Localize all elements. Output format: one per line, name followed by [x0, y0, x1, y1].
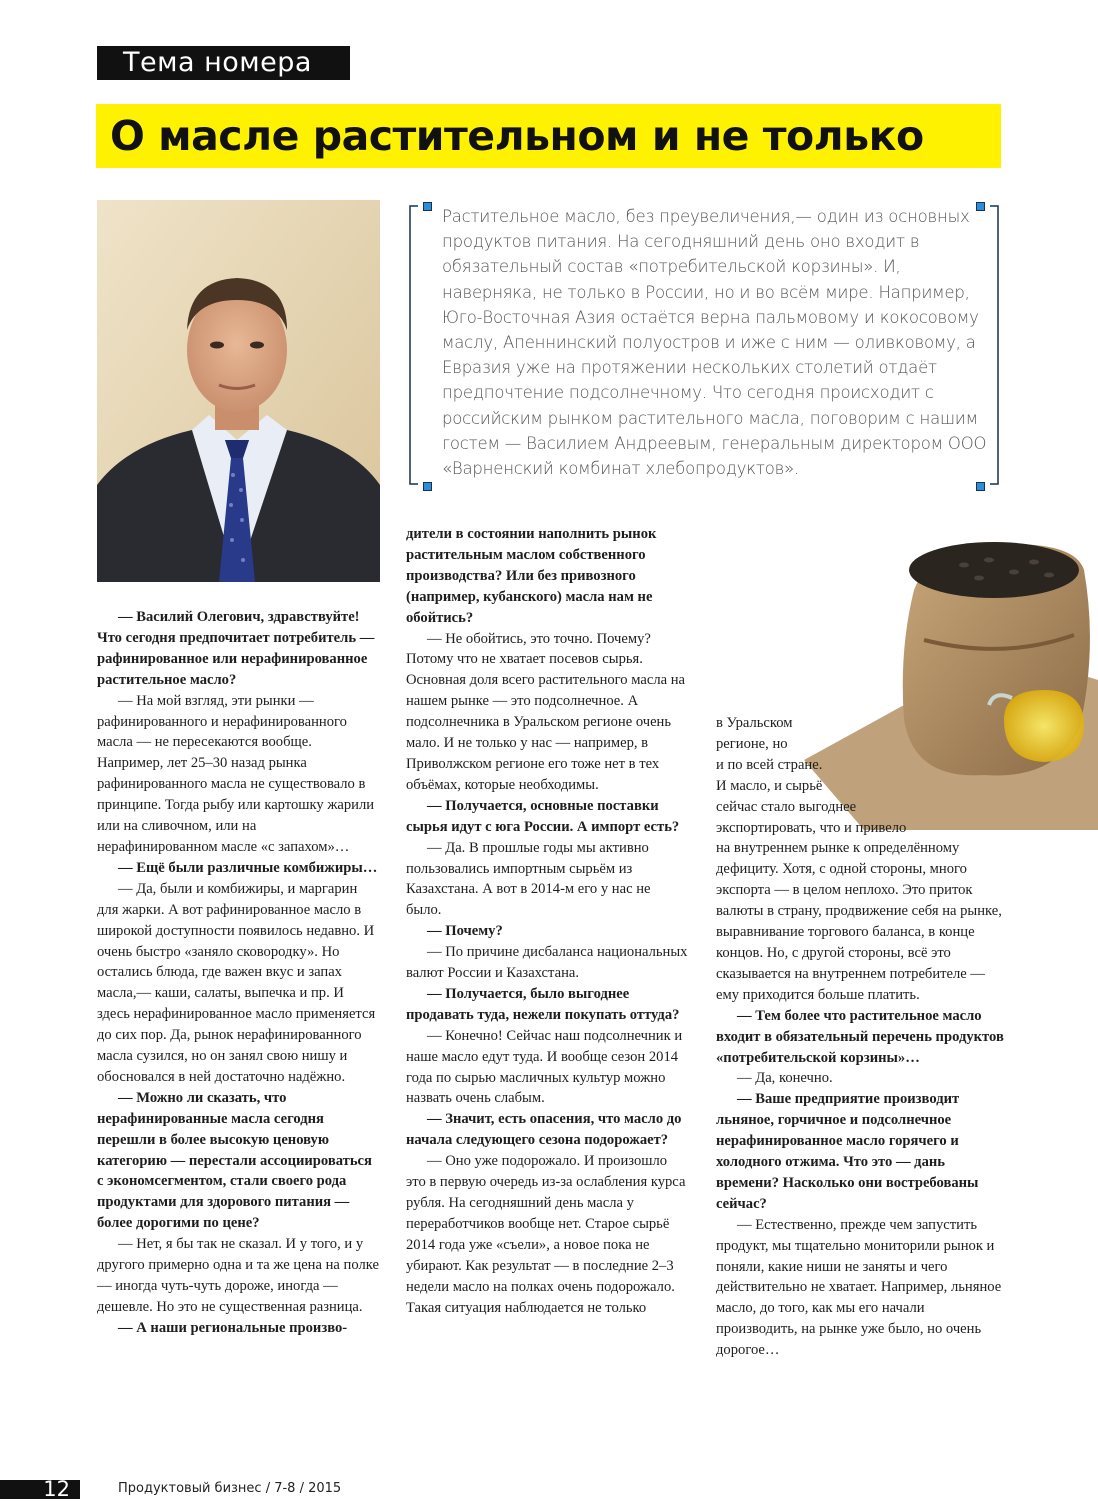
column-3	[716, 713, 1006, 1361]
section-label: Тема номера	[97, 46, 350, 80]
answer-paragraph: — Оно уже подорожало. И произошло это в первую очередь из-за ослабления курса рубля. На сегодняшний день масла у переработчиков вообще нет. Старое сырьё 2014 года уже «съели», а новое пока не убирают. Как результат — в последние 2–3 недели масло на полках очень подорожало. Такая ситуация наблюдается не только	[406, 1153, 686, 1316]
answer-paragraph: — По причине дисбаланса национальных валют России и Казахстана.	[406, 944, 688, 982]
question-paragraph: дители в состоянии наполнить рынок растительным маслом собственного производства? Или без привозного (например, кубанского) масла нам не обойтись?	[406, 526, 657, 626]
question-paragraph: — Получается, было выгоднее продавать туда, нежели покупать оттуда?	[406, 985, 680, 1023]
text-line: регионе, но	[716, 735, 788, 752]
answer-paragraph: — На мой взгляд, эти рынки — рафинированного и нерафинированного масла — не пересекаются вообще. Например, лет 25–30 назад рынка рафинированного масла не существовало в принципе. Тогда рыбу или картошку жарили или на сливочном, или на нерафинированном масле «с запахом»…	[97, 692, 375, 855]
question-paragraph: — Можно ли сказать, что нерафинированные масла сегодня перешли в более высокую ценовую категорию — перестали ассоциироваться с экономсегментом, стали своего рода продуктами для здорового питания — более дорогими по цене?	[97, 1089, 372, 1232]
answer-paragraph: на внутреннем рынке к определённому дефициту. Хотя, с одной стороны, много экспорта — в целом неплохо. Это приток валюты в страну, продвижение себя на рынке, выравнивание торгового баланса, в конце концов. Но, с другой стороны, всё это сказывается на внутреннем потребителе — ему приходится больше платить.	[716, 840, 1002, 1003]
page-number: 12	[0, 1480, 80, 1499]
question-paragraph: — Получается, основные поставки сырья идут с юга России. А импорт есть?	[406, 797, 680, 835]
answer-paragraph: — Конечно! Сейчас наш подсолнечник и наше масло едут туда. И вообще сезон 2014 года по сырью масличных культур можно назвать очень слабым.	[406, 1027, 683, 1107]
column-1	[97, 607, 379, 1339]
column-2	[406, 524, 689, 1318]
question-paragraph: — Ваше предприятие производит льняное, горчичное и подсолнечное нерафинированное масло горячего и холодного отжима. Что это — дань времени? Насколько они востребованы сейчас?	[716, 1091, 979, 1212]
text-line: И масло, и сырьё	[716, 777, 823, 794]
question-paragraph: — А наши региональные произво-	[118, 1319, 348, 1336]
intro-box	[408, 200, 1000, 490]
answer-paragraph: — Да, были и комбижиры, и маргарин для жарки. А вот рафинированное масло в широкой доступности появилось недавно. И очень быстро «заняло сковородку». Но остались блюда, где важен вкус и запах масла,— каши, салаты, выпечка и пр. И здесь нерафинированное масло применяется до сих пор. Да, рынок нерафинированного масла сузился, но он занял свою нишу и обосновался в ней достаточно надёжно.	[97, 880, 376, 1085]
corner-marker	[423, 482, 432, 491]
text-line: экспортировать, что и привело	[716, 819, 907, 836]
question-paragraph: — Ещё были различные комбижиры…	[118, 859, 378, 876]
question-paragraph: — Почему?	[427, 923, 503, 940]
answer-paragraph: — Естественно, прежде чем запустить продукт, мы тщательно мониторили рынок и поняли, какие ниши не заняты и чего действительно не хватает. Например, льняное масло, до того, как мы его начали производить, на рынке уже было, но очень дорогое…	[716, 1216, 1002, 1359]
text-line: в Уральском	[716, 715, 793, 731]
footer-publication: Продуктовый бизнес / 7-8 / 2015	[118, 1481, 342, 1496]
text-line: и по всей стране.	[716, 756, 823, 773]
answer-paragraph: — Нет, я бы так не сказал. И у того, и у другого примерно одна и та же цена на полке — иногда чуть-чуть дороже, иногда — дешевле. Но это не существенная разница.	[97, 1236, 379, 1315]
corner-marker	[976, 482, 985, 491]
corner-marker	[423, 202, 432, 211]
answer-paragraph: — Да. В прошлые годы мы активно пользовались импортным сырьём из Казахстана. А вот в 2014-м его у нас не было.	[406, 839, 651, 919]
question-paragraph: — Значит, есть опасения, что масло до начала следующего сезона подорожает?	[406, 1111, 682, 1149]
text-line: сейчас стало выгоднее	[716, 798, 857, 815]
article-headline: О масле растительном и не только	[96, 104, 1001, 168]
question-paragraph: — Тем более что растительное масло входит в обязательный перечень продуктов «потребительской корзины»…	[716, 1007, 1004, 1066]
answer-paragraph: — Да, конечно.	[737, 1070, 833, 1087]
intro-text: Растительное масло, без преувеличения,— один из основных продуктов питания. На сегодняшний день оно входит в обязательный состав «потребительской корзины». И, наверняка, не только в России, но и во всём мире. Например, Юго-Восточная Азия остаётся верна пальмовому и кокосовому маслу, Апеннинский полуостров и иже с ним — оливковому, а Евразия уже на протяжении нескольких столетий отдаёт предпочтение подсолнечному. Что сегодня происходит с российским рынком растительного масла, поговорим с нашим гостем — Василием Андреевым, генеральным директором ООО «Варненский комбинат хлебопродуктов».	[442, 207, 987, 479]
answer-paragraph: — Не обойтись, это точно. Почему? Потому что не хватает посевов сырья. Основная доля всего растительного масла на нашем рынке — это подсолнечное. А подсолнечника в Уральском регионе очень мало. И не только у нас — например, в Приволжском регионе его тоже нет в тех объёмах, которые необходимы.	[406, 630, 686, 793]
portrait-photo	[97, 200, 380, 582]
question-paragraph: — Василий Олегович, здравствуйте! Что сегодня предпочитает потребитель — рафинированное или нерафинированное растительное масло?	[97, 609, 375, 688]
